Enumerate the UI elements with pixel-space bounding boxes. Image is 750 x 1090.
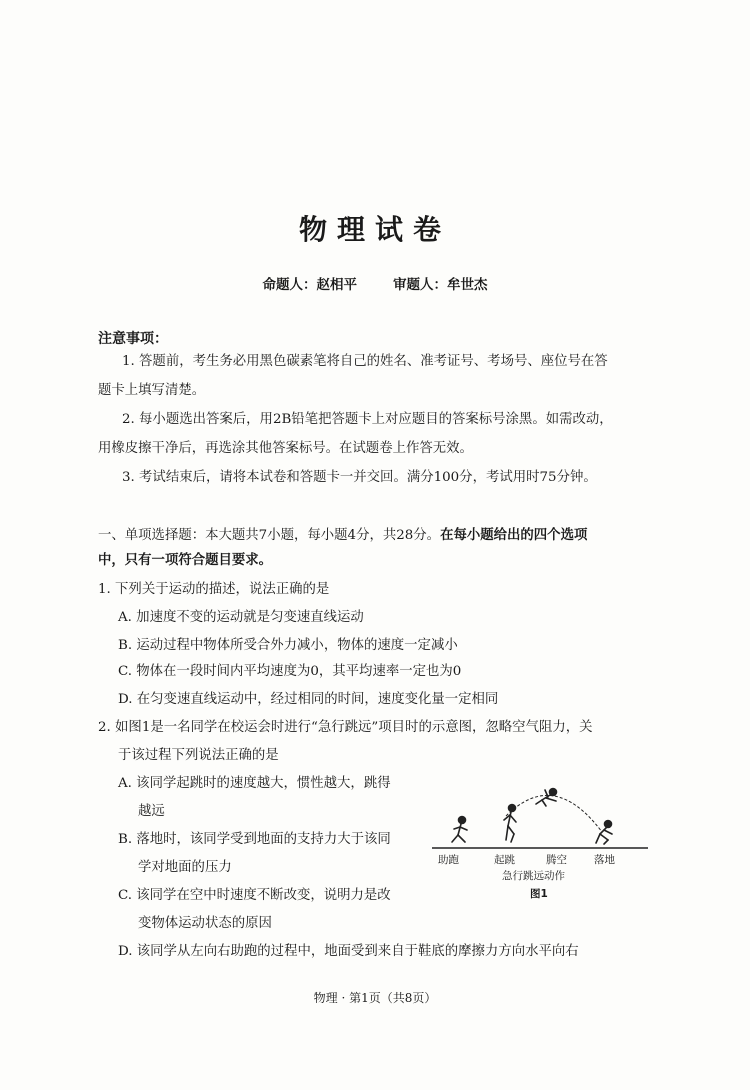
notice-item-1-cont: 题卡上填写清楚。 bbox=[98, 383, 206, 398]
q1-option-d: D. 在匀变速直线运动中，经过相同的时间，速度变化量一定相同 bbox=[118, 692, 499, 707]
label-run-up: 助跑 bbox=[438, 854, 459, 866]
notice-item-2-cont: 用橡皮擦干净后，再选涂其他答案标号。在试题卷上作答无效。 bbox=[98, 441, 473, 456]
section-heading bbox=[98, 526, 587, 546]
landing-figure bbox=[596, 821, 612, 845]
q2-stem-cont: 于该过程下列说法正确的是 bbox=[118, 748, 279, 763]
q2-option-b: B. 落地时，该同学受到地面的支持力大于该同 bbox=[118, 832, 391, 847]
label-landing: 落地 bbox=[594, 854, 615, 866]
q1-option-a: A. 加速度不变的运动就是匀变速直线运动 bbox=[118, 610, 364, 625]
notice-item-3: 3. 考试结束后，请将本试卷和答题卡一并交回。满分100分，考试用时75分钟。 bbox=[122, 470, 597, 485]
long-jump-diagram bbox=[432, 782, 650, 862]
label-takeoff: 起跳 bbox=[494, 854, 515, 866]
section-heading-cont: 中，只有一项符合题目要求。 bbox=[98, 553, 273, 568]
notice-item-2: 2. 每小题选出答案后，用2B铅笔把答题卡上对应题目的答案标号涂黑。如需改动， bbox=[122, 412, 613, 427]
notice-heading: 注意事项： bbox=[98, 331, 168, 347]
q2-option-c-cont: 变物体运动状态的原因 bbox=[138, 916, 272, 931]
q2-option-c: C. 该同学在空中时速度不断改变，说明力是改 bbox=[118, 888, 391, 903]
q2-option-d: D. 该同学从左向右助跑的过程中，地面受到来自于鞋底的摩擦力方向水平向右 bbox=[118, 944, 579, 959]
figure-caption: 急行跳远动作 bbox=[502, 870, 565, 882]
q1-option-b: B. 运动过程中物体所受合外力减小，物体的速度一定减小 bbox=[118, 638, 458, 653]
reviewer-name: 审题人：牟世杰 bbox=[393, 277, 488, 293]
airborne-figure bbox=[536, 789, 557, 807]
q2-option-b-cont: 学对地面的压力 bbox=[138, 860, 232, 875]
page-footer: 物理 · 第1页（共8页） bbox=[313, 991, 437, 1005]
author-line bbox=[0, 273, 750, 293]
takeoff-figure bbox=[504, 805, 516, 843]
setter-name: 命题人：赵相平 bbox=[262, 277, 357, 293]
label-airborne: 腾空 bbox=[546, 854, 567, 866]
section-heading-text: 一、单项选择题：本大题共7小题，每小题4分，共28分。 bbox=[98, 528, 441, 543]
notice-item-1: 1. 答题前，考生务必用黑色碳素笔将自己的姓名、准考证号、考场号、座位号在答 bbox=[122, 354, 608, 369]
page-title: 物理试卷 bbox=[298, 213, 451, 246]
q2-stem: 2. 如图1是一名同学在校运会时进行“急行跳远”项目时的示意图，忽略空气阻力，关 bbox=[98, 720, 593, 735]
long-jump-figure bbox=[432, 782, 650, 900]
q1-option-c: C. 物体在一段时间内平均速度为0，其平均速率一定也为0 bbox=[118, 664, 462, 679]
figure-number: 图1 bbox=[530, 888, 548, 900]
q1-stem: 1. 下列关于运动的描述，说法正确的是 bbox=[98, 582, 330, 597]
runner-figure bbox=[452, 817, 467, 843]
q2-option-a: A. 该同学起跳时的速度越大，惯性越大，跳得 bbox=[118, 776, 391, 791]
q2-option-a-cont: 越远 bbox=[138, 804, 165, 819]
section-heading-emphasis: 在每小题给出的四个选项 bbox=[440, 528, 588, 543]
